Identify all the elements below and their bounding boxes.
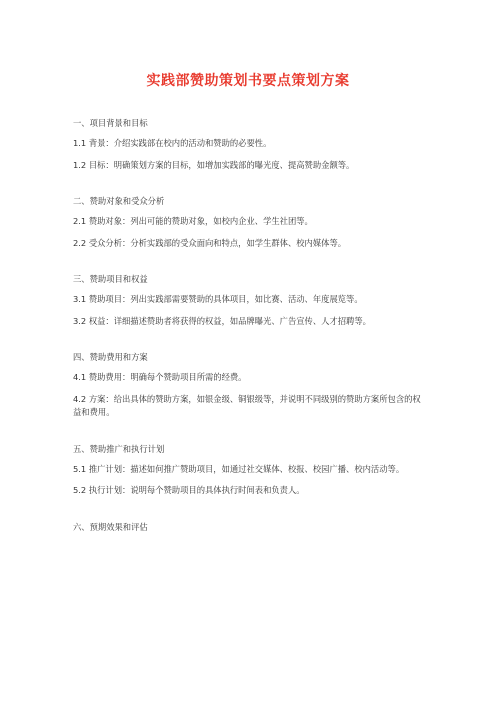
section-costs <box>73 351 425 420</box>
document-body <box>73 117 425 541</box>
section-heading: 四、赞助费用和方案 <box>73 352 148 362</box>
paragraph: 4.1 赞助费用：明确每个赞助项目所需的经费。 <box>73 372 247 382</box>
section-promotion <box>73 443 425 498</box>
section-heading: 二、赞助对象和受众分析 <box>73 196 165 206</box>
document-title: 实践部赞助策划书要点策划方案 <box>146 73 350 89</box>
section-heading: 三、赞助项目和权益 <box>73 274 148 284</box>
section-evaluation <box>73 521 425 533</box>
paragraph: 1.2 目标：明确策划方案的目标，如增加实践部的曝光度、提高赞助金额等。 <box>73 159 355 170</box>
section-heading: 六、预期效果和评估 <box>73 521 148 532</box>
section-audience <box>73 195 425 250</box>
paragraph: 2.1 赞助对象：列出可能的赞助对象，如校内企业、学生社团等。 <box>73 216 313 226</box>
section-background <box>73 117 425 172</box>
section-projects <box>73 273 425 328</box>
paragraph: 3.2 权益：详细描述赞助者将获得的权益，如品牌曝光、广告宣传、人才招聘等。 <box>73 315 371 326</box>
paragraph: 1.1 背景：介绍实践部在校内的活动和赞助的必要性。 <box>73 138 272 148</box>
paragraph: 2.2 受众分析：分析实践部的受众面向和特点，如学生群体、校内媒体等。 <box>73 237 347 248</box>
paragraph: 5.1 推广计划：描述如何推广赞助项目，如通过社交媒体、校报、校园广播、校内活动等。 <box>73 463 405 474</box>
section-heading: 五、赞助推广和执行计划 <box>73 443 165 454</box>
paragraph: 5.2 执行计划：说明每个赞助项目的具体执行时间表和负责人。 <box>73 485 305 495</box>
section-heading: 一、项目背景和目标 <box>73 118 148 128</box>
paragraph: 4.2 方案：给出具体的赞助方案，如银金级、铜银级等，并说明不同级别的赞助方案所包含的权益和费用。 <box>73 393 421 417</box>
paragraph: 3.1 赞助项目：列出实践部需要赞助的具体项目，如比赛、活动、年度展览等。 <box>73 294 363 304</box>
